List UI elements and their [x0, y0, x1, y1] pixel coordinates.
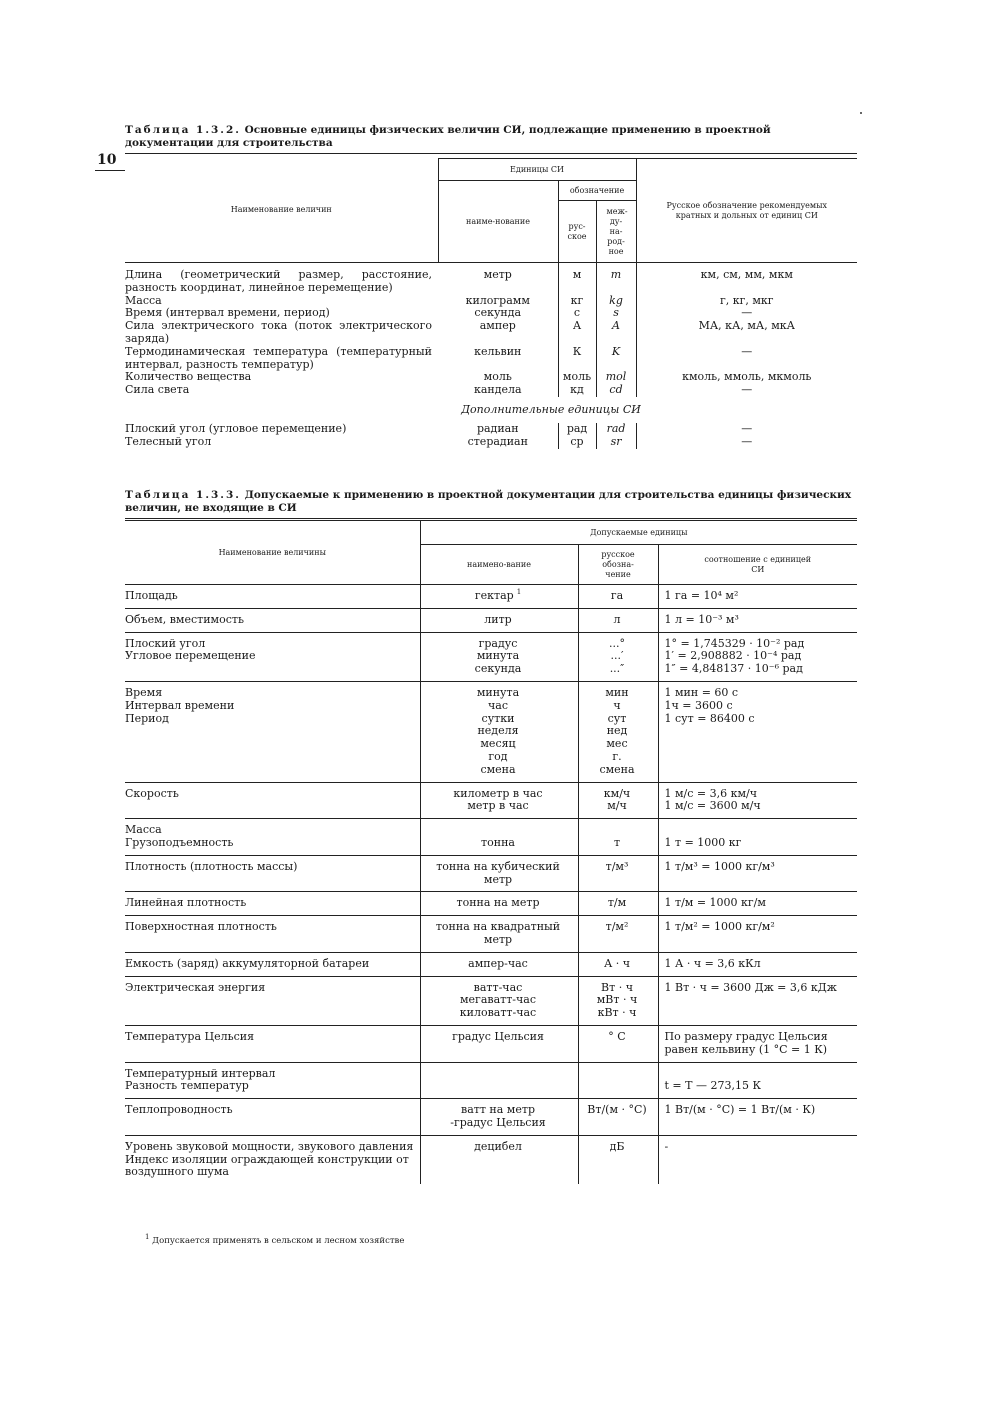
- si-ratio-line: 1 т/м² = 1000 кг/м²: [664, 920, 775, 934]
- si-ratio: [658, 892, 857, 916]
- unit-name: радиан: [438, 423, 558, 436]
- unit-russian-line: А · ч: [603, 956, 631, 970]
- si-ratio-line: 1 Вт · ч = 3600 Дж = 3,6 кДж: [664, 980, 837, 994]
- si-ratio: [658, 608, 857, 632]
- si-ratio-line: 1 т/м = 1000 кг/м: [664, 896, 766, 910]
- table2-caption: [125, 489, 860, 515]
- unit-name: кандела: [438, 384, 558, 397]
- unit-russian: кг: [558, 295, 596, 308]
- table2-row: [125, 819, 857, 856]
- si-ratio-line: 1 м/с = 3,6 км/ч: [664, 786, 758, 800]
- table2-row: [125, 632, 857, 681]
- unit-international: kg: [596, 295, 636, 308]
- quantity-name: Сила электрического тока (поток электрического заряда): [125, 319, 432, 345]
- unit-russian: [578, 855, 658, 892]
- unit-name: [420, 782, 578, 819]
- header-quantity-name: Наименование величин: [125, 159, 438, 263]
- footnote-text: Допускается применять в сельском и лесном хозяйстве: [152, 1236, 405, 1246]
- table2-row: [125, 1135, 857, 1184]
- unit-russian: [578, 892, 658, 916]
- si-ratio-line: -: [664, 1139, 669, 1153]
- si-ratio-line: 1 сут = 86400 с: [664, 711, 755, 725]
- unit-name-line: неделя: [477, 724, 519, 738]
- unit-international: K: [596, 346, 636, 372]
- si-ratio-line: 1 л = 10⁻³ м³: [664, 612, 739, 626]
- si-ratio: [658, 952, 857, 976]
- header-multiples: Русское обозначение рекомендуемых кратных и дольных от единиц СИ: [636, 159, 857, 263]
- unit-international: rad: [596, 423, 636, 436]
- unit-russian: [578, 1099, 658, 1136]
- header-designation: обозначение: [558, 181, 636, 201]
- unit-russian: ср: [558, 436, 596, 449]
- unit-multiples: км, см, мм, мкм: [700, 268, 793, 281]
- unit-russian: [578, 819, 658, 856]
- si-ratio-line: 1 га = 10⁴ м²: [664, 589, 739, 602]
- unit-name: [420, 916, 578, 953]
- table2-row: [125, 1062, 857, 1099]
- unit-russian-line: кВт · ч: [597, 1006, 637, 1020]
- unit-name-line: тонна: [481, 835, 515, 849]
- quantity-name: [125, 916, 420, 953]
- unit-name-line: месяц: [480, 737, 516, 751]
- table1-row: [125, 423, 857, 436]
- scan-speck: [860, 112, 862, 114]
- table2-caption-rule: [125, 518, 857, 519]
- unit-russian-line: ° С: [608, 1029, 626, 1043]
- unit-russian-line: дБ: [609, 1139, 625, 1153]
- unit-russian-line: ч: [613, 698, 621, 712]
- unit-russian: [578, 681, 658, 782]
- unit-international: mol: [596, 371, 636, 384]
- table2-row: [125, 585, 857, 609]
- si-ratio: [658, 1062, 857, 1099]
- table2-row: [125, 681, 857, 782]
- page-number-rule: [95, 170, 125, 171]
- unit-name: [420, 855, 578, 892]
- table-1-3-2: [125, 158, 857, 449]
- unit-russian-line: т/м³: [605, 859, 629, 873]
- quantity-name-line: Скорость: [125, 786, 179, 800]
- unit-russian-line: т: [613, 835, 621, 849]
- unit-name: килограмм: [438, 295, 558, 308]
- unit-russian: рад: [558, 423, 596, 436]
- quantity-name: [125, 952, 420, 976]
- unit-name-line: ватт на метр: [461, 1103, 535, 1117]
- quantity-name-line: Угловое перемещение: [125, 649, 256, 663]
- quantity-name: [125, 1025, 420, 1062]
- quantity-name: [125, 1099, 420, 1136]
- unit-russian-line: км/ч: [603, 786, 631, 800]
- quantity-name-line: Температурный интервал: [125, 1066, 276, 1080]
- unit-name-line: литр: [484, 612, 512, 626]
- table1-caption-text: Основные единицы физических величин СИ, подлежащие применению в проектной документации для строительства: [125, 124, 771, 149]
- unit-russian-line: мин: [605, 685, 629, 699]
- si-ratio: [658, 782, 857, 819]
- si-ratio: [658, 585, 857, 609]
- unit-name-line: тонна на квадратный метр: [435, 920, 561, 946]
- unit-name-line: час: [488, 698, 508, 712]
- unit-name: ампер: [438, 320, 558, 346]
- unit-russian-line: нед: [606, 724, 628, 738]
- unit-international: sr: [596, 436, 636, 449]
- unit-russian-line: л: [613, 612, 621, 626]
- quantity-name: [125, 585, 420, 609]
- unit-name-line: ампер-час: [468, 956, 528, 970]
- unit-name-line: год: [488, 749, 508, 763]
- quantity-name-line: Поверхностная плотность: [125, 920, 277, 934]
- header-unit-name: наиме-нование: [438, 181, 558, 263]
- unit-name-line: тонна на кубический метр: [436, 859, 560, 886]
- si-ratio-line: 1 мин = 60 с: [664, 685, 739, 699]
- unit-multiples: кмоль, ммоль, мкмоль: [682, 370, 812, 384]
- header2-russian: русское обозна-чение: [578, 545, 658, 585]
- table1-row: [125, 346, 857, 372]
- unit-russian: А: [558, 320, 596, 346]
- unit-russian: [578, 585, 658, 609]
- si-ratio: [658, 681, 857, 782]
- unit-name: кельвин: [438, 346, 558, 372]
- quantity-name-line: Плоский угол: [125, 636, 206, 650]
- table2-row: [125, 608, 857, 632]
- si-ratio-line: 1″ = 4,848137 · 10⁻⁶ рад: [664, 662, 803, 676]
- unit-name: стерадиан: [438, 436, 558, 449]
- si-ratio-line: 1 т/м³ = 1000 кг/м³: [664, 859, 775, 873]
- unit-name-line: метр в час: [467, 799, 529, 813]
- unit-russian: [578, 608, 658, 632]
- unit-russian: [578, 976, 658, 1025]
- quantity-name-line: Интервал времени: [125, 698, 235, 712]
- table2-row: [125, 1025, 857, 1062]
- si-ratio-line: t = Т — 273,15 К: [664, 1079, 761, 1093]
- unit-international: cd: [596, 384, 636, 397]
- quantity-name: Длина (геометрический размер, расстояние, разность координат, линейное перемещение): [125, 268, 432, 294]
- footnote-mark: 1: [145, 1233, 150, 1242]
- unit-russian-line: т/м: [607, 896, 627, 910]
- unit-international: s: [596, 307, 636, 320]
- unit-russian: кд: [558, 384, 596, 397]
- unit-name: [420, 608, 578, 632]
- quantity-name: [125, 1062, 420, 1099]
- unit-russian: [578, 916, 658, 953]
- si-ratio: [658, 632, 857, 681]
- quantity-name: Время (интервал времени, период): [125, 306, 330, 320]
- quantity-name-line: Время: [125, 685, 163, 699]
- unit-name: секунда: [438, 307, 558, 320]
- si-ratio-line: 1 Вт/(м · °С) = 1 Вт/(м · К): [664, 1103, 816, 1117]
- unit-russian-line: г.: [612, 749, 622, 763]
- unit-russian-line: Вт · ч: [601, 980, 633, 994]
- table2-row: [125, 1099, 857, 1136]
- quantity-name-line: Емкость (заряд) аккумуляторной батареи: [125, 956, 370, 970]
- footnote: [145, 1233, 405, 1246]
- unit-name: [420, 1025, 578, 1062]
- unit-name-line: минута: [476, 649, 520, 663]
- unit-russian-line: мВт · ч: [596, 993, 638, 1007]
- unit-name: [420, 1099, 578, 1136]
- table2-row: [125, 782, 857, 819]
- unit-name: [420, 585, 578, 609]
- unit-name-line: километр в час: [453, 786, 543, 800]
- quantity-name: [125, 632, 420, 681]
- unit-russian: [578, 1025, 658, 1062]
- quantity-name-line: Объем, вместимость: [125, 612, 244, 626]
- quantity-name-line: Плотность (плотность массы): [125, 859, 298, 873]
- quantity-name-line: Период: [125, 711, 169, 725]
- table1-caption-rule: [125, 153, 857, 154]
- unit-name: [420, 892, 578, 916]
- unit-multiples: —: [741, 306, 753, 320]
- unit-name-line: тонна на метр: [456, 896, 540, 910]
- unit-name: метр: [438, 263, 558, 295]
- table1-caption: [125, 124, 860, 150]
- unit-multiples: —: [741, 383, 753, 397]
- unit-russian-line: м/ч: [607, 799, 627, 813]
- unit-name: [420, 819, 578, 856]
- table1-row: [125, 320, 857, 346]
- table2-caption-label: Таблица 1.3.3.: [125, 489, 241, 501]
- quantity-name-line: Уровень звуковой мощности, звукового давления: [125, 1139, 414, 1153]
- table2-row: [125, 916, 857, 953]
- si-ratio-line: 1° = 1,745329 · 10⁻² рад: [664, 636, 805, 650]
- unit-russian: м: [558, 263, 596, 295]
- unit-russian: с: [558, 307, 596, 320]
- si-ratio: [658, 976, 857, 1025]
- quantity-name: [125, 782, 420, 819]
- unit-name-line: градус: [478, 636, 518, 650]
- unit-multiples: МА, кА, мА, мкА: [698, 319, 795, 333]
- unit-name-line: минута: [476, 685, 520, 699]
- si-ratio: [658, 916, 857, 953]
- table2-row: [125, 976, 857, 1025]
- si-ratio: [658, 1099, 857, 1136]
- quantity-name: Плоский угол (угловое перемещение): [125, 421, 347, 435]
- si-ratio-line: 1 т = 1000 кг: [664, 835, 742, 849]
- unit-russian-line: мес: [606, 737, 628, 751]
- header-international: меж-ду-на-род-ное: [596, 201, 636, 263]
- unit-name: [420, 1135, 578, 1184]
- quantity-name-line: Электрическая энергия: [125, 980, 266, 994]
- unit-name: [420, 952, 578, 976]
- quantity-name: [125, 608, 420, 632]
- unit-name: [420, 1062, 578, 1099]
- header2-quantity-name: Наименование величины: [125, 521, 420, 585]
- unit-russian-line: га: [610, 589, 624, 602]
- table1-row: [125, 263, 857, 295]
- si-ratio: [658, 855, 857, 892]
- si-ratio: [658, 819, 857, 856]
- unit-name-line: секунда: [474, 662, 522, 676]
- quantity-name: [125, 681, 420, 782]
- si-ratio-line: 1′ = 2,908882 · 10⁻⁴ рад: [664, 649, 802, 663]
- quantity-name: Сила света: [125, 383, 190, 397]
- unit-name-line: децибел: [474, 1139, 522, 1153]
- unit-multiples: г, кг, мкг: [719, 293, 774, 307]
- unit-russian-line: ...″: [609, 662, 625, 676]
- quantity-name: Термодинамическая температура (температурный интервал, разность температур): [125, 344, 432, 371]
- table-1-3-3: [125, 520, 857, 1184]
- unit-russian-line: ...′: [610, 649, 624, 663]
- table1-caption-label: Таблица 1.3.2.: [125, 124, 241, 136]
- quantity-name-line: Индекс изоляции ограждающей конструкции от воздушного шума: [125, 1152, 409, 1179]
- table2-row: [125, 855, 857, 892]
- unit-multiples: —: [741, 434, 753, 448]
- quantity-name: Телесный угол: [125, 434, 212, 448]
- si-ratio: [658, 1135, 857, 1184]
- header-russian: рус-ское: [558, 201, 596, 263]
- quantity-name-line: Грузоподъемность: [125, 835, 234, 849]
- quantity-name-line: Разность температур: [125, 1079, 249, 1093]
- header2-allowed-units: Допускаемые единицы: [420, 521, 857, 545]
- unit-multiples: —: [741, 344, 753, 358]
- unit-russian: [578, 952, 658, 976]
- unit-name-line: градус Цельсия: [452, 1029, 544, 1043]
- unit-name: [420, 681, 578, 782]
- unit-russian: моль: [558, 371, 596, 384]
- unit-name: моль: [438, 371, 558, 384]
- unit-russian-line: смена: [599, 762, 635, 776]
- si-ratio-line: 1 А · ч = 3,6 кКл: [664, 956, 761, 970]
- quantity-name-line: Линейная плотность: [125, 896, 247, 910]
- quantity-name-line: Масса: [125, 823, 162, 837]
- page-number: 10: [97, 152, 117, 168]
- unit-name-line: мегаватт-час: [459, 993, 537, 1007]
- si-ratio-line: 1 м/с = 3600 м/ч: [664, 799, 761, 813]
- unit-name: [420, 976, 578, 1025]
- quantity-name: Масса: [125, 293, 162, 307]
- unit-name: [420, 632, 578, 681]
- quantity-name: [125, 1135, 420, 1184]
- quantity-name: [125, 819, 420, 856]
- unit-russian-line: ...°: [609, 636, 625, 650]
- unit-russian: [578, 1062, 658, 1099]
- quantity-name: [125, 855, 420, 892]
- unit-russian: [578, 1135, 658, 1184]
- unit-russian: [578, 782, 658, 819]
- si-ratio-line: 1ч = 3600 с: [664, 698, 733, 712]
- unit-multiples: —: [741, 421, 753, 435]
- quantity-name: [125, 976, 420, 1025]
- unit-russian: К: [558, 346, 596, 372]
- unit-name-line: -градус Цельсия: [450, 1115, 546, 1129]
- unit-international: A: [596, 320, 636, 346]
- si-ratio: [658, 1025, 857, 1062]
- table1-row: [125, 436, 857, 449]
- header-si-units: Единицы СИ: [438, 159, 636, 181]
- si-ratio-line: По размеру градус Цельсия равен кельвину (1 °С = 1 К): [664, 1029, 828, 1056]
- unit-name-line: смена: [480, 762, 516, 776]
- unit-international: m: [596, 263, 636, 295]
- unit-name-line: сутки: [481, 711, 515, 725]
- quantity-name-line: Температура Цельсия: [125, 1029, 255, 1043]
- header2-ratio: соотношение с единицей СИ: [658, 545, 857, 585]
- unit-russian-line: сут: [607, 711, 627, 725]
- table2-row: [125, 892, 857, 916]
- unit-name-line: гектар: [474, 589, 514, 602]
- table2-caption-text: Допускаемые к применению в проектной документации для строительства единицы физических величин, не входящие в СИ: [125, 489, 852, 514]
- table1-row: [125, 384, 857, 397]
- additional-units-title: Дополнительные единицы СИ: [461, 402, 641, 416]
- header2-unit-name: наимено-вание: [420, 545, 578, 585]
- unit-russian: [578, 632, 658, 681]
- unit-name-line: ватт-час: [473, 980, 523, 994]
- footnote-ref: 1: [516, 588, 522, 597]
- unit-russian-line: Вт/(м · °С): [587, 1103, 647, 1117]
- quantity-name: [125, 892, 420, 916]
- quantity-name-line: Теплопроводность: [125, 1103, 233, 1117]
- quantity-name-line: Площадь: [125, 589, 178, 602]
- unit-name-line: киловатт-час: [459, 1006, 537, 1020]
- table2-row: [125, 952, 857, 976]
- quantity-name: Количество вещества: [125, 370, 252, 384]
- unit-russian-line: т/м²: [605, 920, 629, 934]
